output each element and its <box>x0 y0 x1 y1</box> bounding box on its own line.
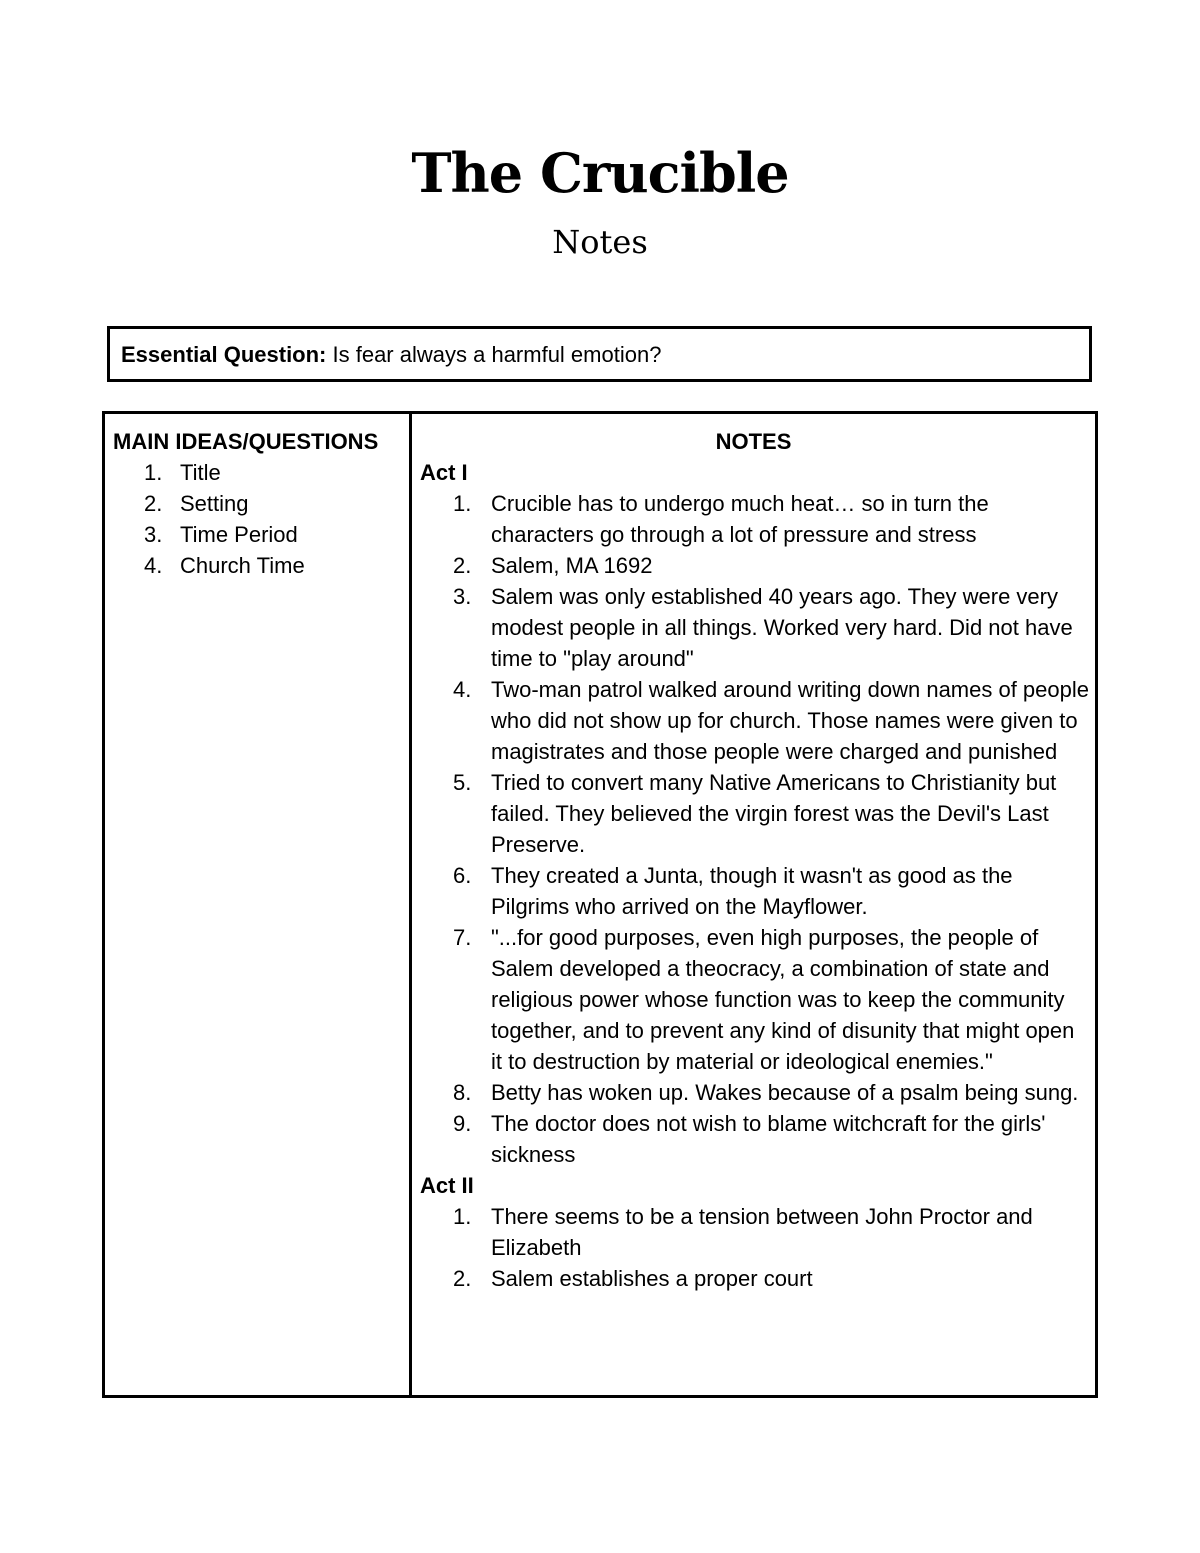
note-item <box>420 674 1090 767</box>
list-number: 2. <box>453 553 472 578</box>
essential-question-label: Essential Question: <box>121 342 327 367</box>
list-number: 1. <box>144 460 163 485</box>
note-item <box>420 1201 1090 1263</box>
note-text: Betty has woken up. Wakes because of a psalm being sung. <box>491 1080 1079 1105</box>
note-text: Salem was only established 40 years ago. They were very modest people in all things. Worked very hard. Did not have time to "play around" <box>491 584 1073 671</box>
list-number: 3. <box>144 522 163 547</box>
list-number: 2. <box>144 491 163 516</box>
list-number: 5. <box>453 770 472 795</box>
note-item <box>420 550 1090 581</box>
note-text: Tried to convert many Native Americans to Christianity but failed. They believed the virgin forest was the Devil's Last Preserve. <box>491 770 1057 857</box>
list-number: 7. <box>453 925 472 950</box>
list-number: 1. <box>453 491 472 516</box>
list-number: 3. <box>453 584 472 609</box>
note-item <box>420 767 1090 860</box>
main-idea-text: Title <box>180 460 221 485</box>
note-text: Salem establishes a proper court <box>491 1266 813 1291</box>
note-text: There seems to be a tension between John Proctor and Elizabeth <box>491 1204 1033 1260</box>
note-item <box>420 488 1090 550</box>
list-number: 4. <box>453 677 472 702</box>
main-idea-text: Time Period <box>180 522 298 547</box>
cornell-notes-table <box>102 411 1098 1398</box>
notes-column <box>412 414 1095 1395</box>
main-ideas-list <box>113 457 305 581</box>
main-idea-item <box>113 488 305 519</box>
main-ideas-header: MAIN IDEAS/QUESTIONS <box>113 429 379 454</box>
list-number: 1. <box>453 1204 472 1229</box>
essential-question-text: Is fear always a harmful emotion? <box>326 342 662 367</box>
note-text: "...for good purposes, even high purposes, the people of Salem developed a theocracy, a combination of state and religious power whose function was to keep the community together, and to prevent any kind of disunity that might open it to destruction by material or ideological enemies." <box>491 925 1075 1074</box>
main-ideas-column <box>105 414 409 1395</box>
note-item <box>420 1108 1090 1170</box>
list-number: 4. <box>144 553 163 578</box>
main-idea-text: Setting <box>180 491 249 516</box>
act-heading: Act II <box>420 1173 474 1198</box>
notes-body <box>420 457 1090 1294</box>
list-number: 9. <box>453 1111 472 1136</box>
document-subtitle: Notes <box>552 223 648 261</box>
main-idea-item <box>113 550 305 581</box>
note-item <box>420 1077 1090 1108</box>
note-item <box>420 1263 1090 1294</box>
note-item <box>420 860 1090 922</box>
list-number: 2. <box>453 1266 472 1291</box>
list-number: 8. <box>453 1080 472 1105</box>
main-idea-item <box>113 457 305 488</box>
main-idea-text: Church Time <box>180 553 305 578</box>
main-idea-item <box>113 519 305 550</box>
note-text: Two-man patrol walked around writing down names of people who did not show up for church. Those names were given to magistrates and those people were charged and punished <box>491 677 1089 764</box>
notes-header: NOTES <box>715 429 792 454</box>
list-number: 6. <box>453 863 472 888</box>
note-item <box>420 922 1090 1077</box>
note-text: Salem, MA 1692 <box>491 553 653 578</box>
note-text: They created a Junta, though it wasn't as good as the Pilgrims who arrived on the Mayflower. <box>491 863 1013 919</box>
act-heading: Act I <box>420 460 468 485</box>
essential-question <box>121 341 661 369</box>
document-title: The Crucible <box>411 141 789 205</box>
note-text: The doctor does not wish to blame witchcraft for the girls' sickness <box>491 1111 1046 1167</box>
essential-question-box <box>107 326 1092 382</box>
note-item <box>420 581 1090 674</box>
note-text: Crucible has to undergo much heat… so in turn the characters go through a lot of pressure and stress <box>491 491 989 547</box>
